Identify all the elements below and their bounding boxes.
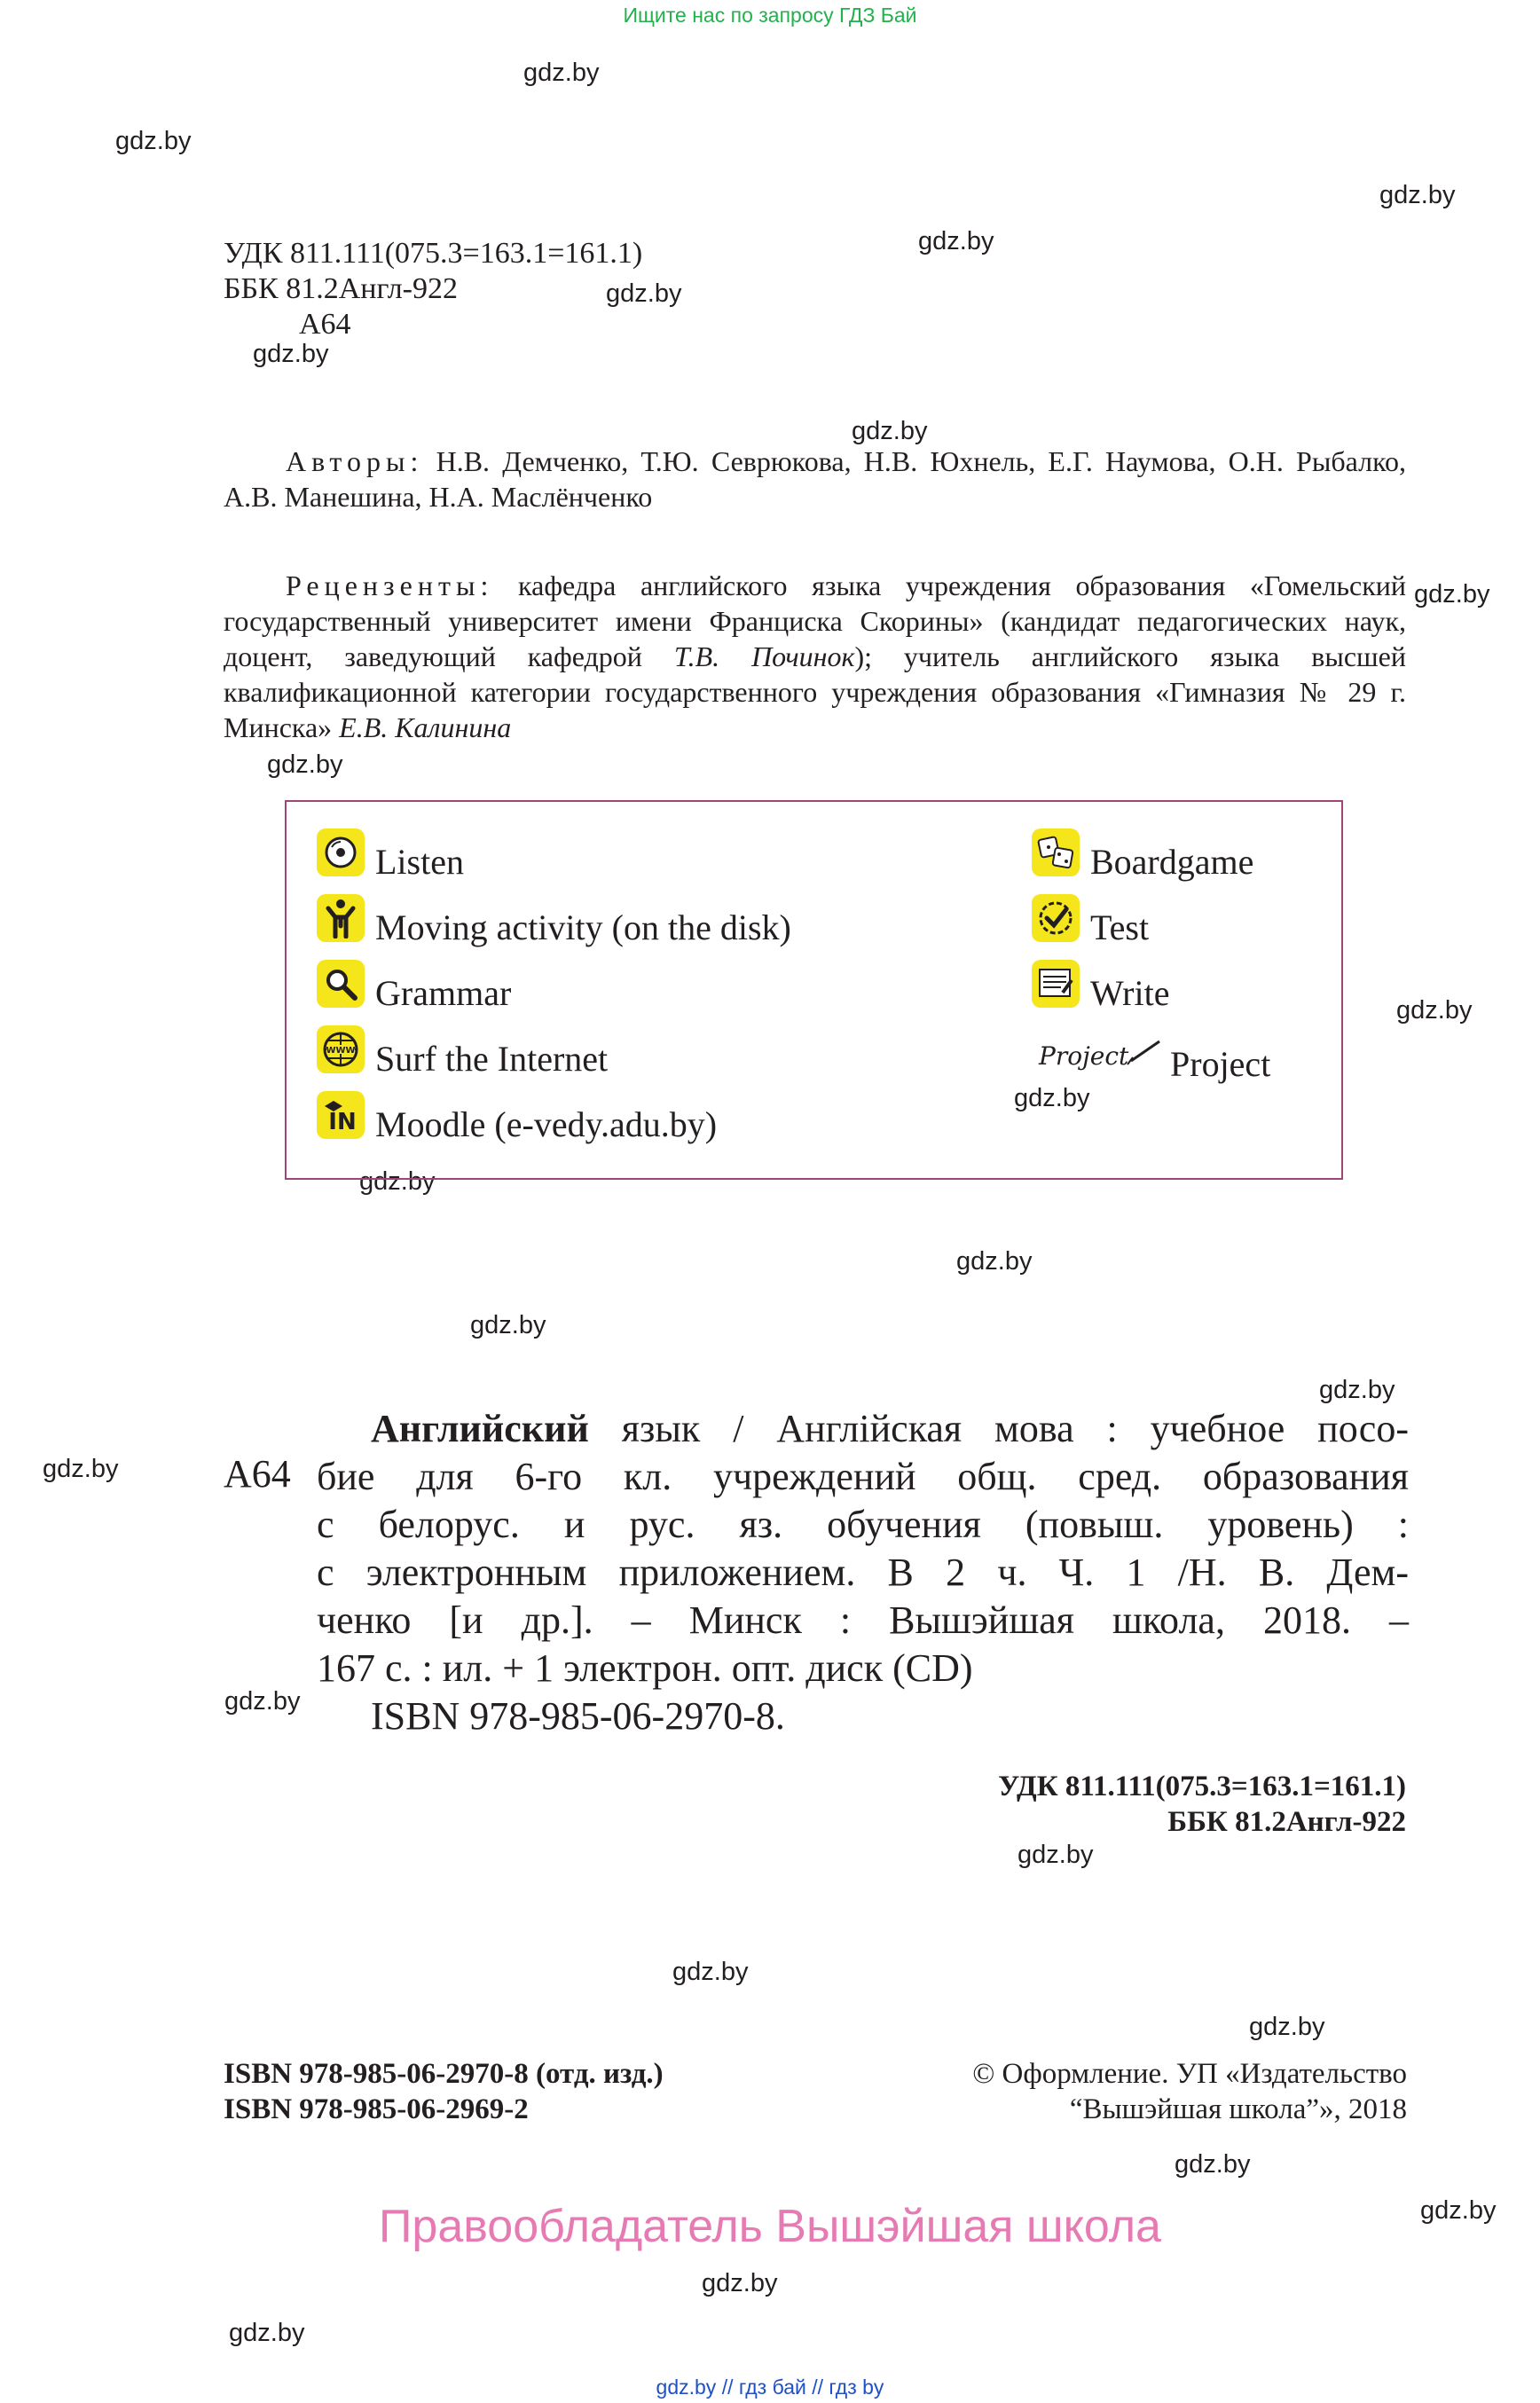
catalog-line-1 <box>224 1405 1409 1453</box>
catalog-title-bold: Английский <box>371 1407 589 1450</box>
watermark: gdz.by <box>115 127 192 155</box>
bottom-links[interactable]: gdz.by // гдз бай // гдз by <box>656 2376 884 2399</box>
isbn-2: ISBN 978-985-06-2969-2 <box>224 2093 529 2125</box>
author-mark: А64 <box>299 308 351 341</box>
copyright-block <box>887 2056 1407 2127</box>
udk-bottom-code: УДК 811.111(075.3=163.1=161.1) <box>998 1771 1406 1802</box>
legend-item-project <box>1032 1031 1270 1084</box>
project-pen-icon <box>1032 1025 1165 1079</box>
watermark: gdz.by <box>1249 2013 1325 2041</box>
legend-label: Grammar <box>375 973 512 1013</box>
svg-text:WWW: WWW <box>326 1046 356 1056</box>
reviewers-text-2: ); учитель английского языка высшей квалификационной категории государственного учреждения образования «Гимназия № 29 г. Минска» <box>224 640 1407 743</box>
catalog-entry <box>224 1405 1409 1740</box>
top-banner: Ищите нас по запросу ГДЗ Бай <box>623 4 917 27</box>
legend-label: Surf the Internet <box>375 1039 609 1079</box>
authors-text: Н.В. Демченко, Т.Ю. Севрюкова, Н.В. Юхнель, Е.Г. Наумова, О.Н. Рыбалко, А.В. Манешина, Н.А. Маслёнченко <box>224 445 1407 513</box>
catalog-line-1-rest: язык / Англійская мова : учебное посо- <box>588 1407 1409 1450</box>
udk-code: УДК 811.111(075.3=163.1=161.1) <box>224 237 643 270</box>
catalog-line-4: с электронным приложением. В 2 ч. Ч. 1 /Н. В. Дем- <box>317 1551 1409 1594</box>
watermark: gdz.by <box>852 417 928 445</box>
icon-legend-box <box>285 800 1343 1180</box>
watermark: gdz.by <box>1379 181 1456 209</box>
bbk-code: ББК 81.2Англ-922 <box>224 272 458 305</box>
watermark: gdz.by <box>267 750 343 779</box>
person-icon <box>317 894 365 942</box>
reviewer-name-2: Е.В. Калинина <box>339 711 512 743</box>
catalog-line-3: с белорус. и рус. яз. обучения (повыш. уровень) : <box>317 1503 1409 1546</box>
disc-icon <box>317 828 365 876</box>
catalog-isbn: ISBN 978-985-06-2970-8. <box>371 1694 785 1738</box>
watermark: gdz.by <box>1414 580 1490 609</box>
watermark: gdz.by <box>224 1687 301 1716</box>
rights-holder: Правообладатель Вышэйшая школа <box>379 2201 1161 2252</box>
watermark: gdz.by <box>1319 1376 1395 1404</box>
legend-item-boardgame <box>1032 834 1253 882</box>
catalog-line-2: бие для 6-го кл. учреждений общ. сред. образования <box>317 1455 1409 1498</box>
legend-label: Boardgame <box>1090 842 1254 882</box>
reviewers-text-1: кафедра английского языка учреждения образования «Гомельский государственный университет имени Франциска Скорины» (кандидат педагогических наук, доцент, заведующий кафедрой <box>224 569 1407 672</box>
reviewers-paragraph <box>224 568 1406 745</box>
legend-item-moving-activity <box>317 899 791 947</box>
isbn-block <box>224 2056 664 2127</box>
watermark: gdz.by <box>253 340 329 368</box>
reviewers-label: Рецензенты: <box>286 569 494 601</box>
watermark: gdz.by <box>359 1167 436 1196</box>
watermark: gdz.by <box>702 2269 778 2297</box>
udk-top-block <box>224 236 642 342</box>
catalog-line-6: 167 с. : ил. + 1 электрон. опт. диск (CD) <box>317 1646 973 1690</box>
watermark: gdz.by <box>672 1958 749 1986</box>
catalog-line-5: ченко [и др.]. – Минск : Вышэйшая школа, 2018. – <box>317 1598 1409 1642</box>
legend-item-moodle <box>317 1096 717 1144</box>
isbn-1-note: (отд. изд.) <box>528 2058 664 2090</box>
legend-label: Project <box>1170 1044 1271 1084</box>
legend-label: Test <box>1090 907 1150 947</box>
legend-label: Write <box>1090 973 1170 1013</box>
legend-label: Listen <box>375 842 464 882</box>
dice-icon <box>1032 828 1080 876</box>
authors-paragraph <box>224 444 1406 514</box>
watermark: gdz.by <box>43 1455 119 1483</box>
svg-text:IN: IN <box>328 1109 357 1133</box>
watermark: gdz.by <box>229 2319 305 2347</box>
moodle-icon <box>317 1091 365 1139</box>
watermark: gdz.by <box>918 227 994 255</box>
checkmark-icon <box>1032 894 1080 942</box>
legend-label: Moodle (e-vedy.adu.by) <box>375 1104 718 1144</box>
legend-item-write <box>1032 965 1169 1013</box>
watermark: gdz.by <box>1175 2150 1251 2179</box>
legend-item-listen <box>317 834 464 882</box>
watermark: gdz.by <box>606 279 682 308</box>
watermark: gdz.by <box>1014 1084 1090 1112</box>
legend-item-test <box>1032 899 1149 947</box>
catalog-code: А64 <box>224 1452 291 1496</box>
watermark: gdz.by <box>470 1311 546 1339</box>
copyright-line-2: “Вышэйшая школа”», 2018 <box>1069 2093 1407 2125</box>
watermark: gdz.by <box>1018 1841 1094 1869</box>
bbk-bottom-code: ББК 81.2Англ-922 <box>1167 1806 1406 1838</box>
watermark: gdz.by <box>1396 996 1473 1025</box>
globe-www-icon <box>317 1025 365 1073</box>
isbn-1: ISBN 978-985-06-2970-8 <box>224 2058 529 2090</box>
watermark: gdz.by <box>523 59 600 87</box>
legend-label: Moving activity (on the disk) <box>375 907 791 947</box>
svg-text:Project: Project <box>1039 1041 1129 1071</box>
copyright-line-1: © Оформление. УП «Издательство <box>972 2058 1407 2090</box>
watermark: gdz.by <box>956 1247 1033 1276</box>
authors-label: Авторы: <box>286 445 424 477</box>
legend-item-surf-internet <box>317 1031 608 1079</box>
legend-item-grammar <box>317 965 511 1013</box>
notebook-icon <box>1032 960 1080 1008</box>
watermark: gdz.by <box>1420 2196 1497 2225</box>
magnifier-icon <box>317 960 365 1008</box>
reviewer-name-1: Т.В. Починок <box>673 640 855 672</box>
